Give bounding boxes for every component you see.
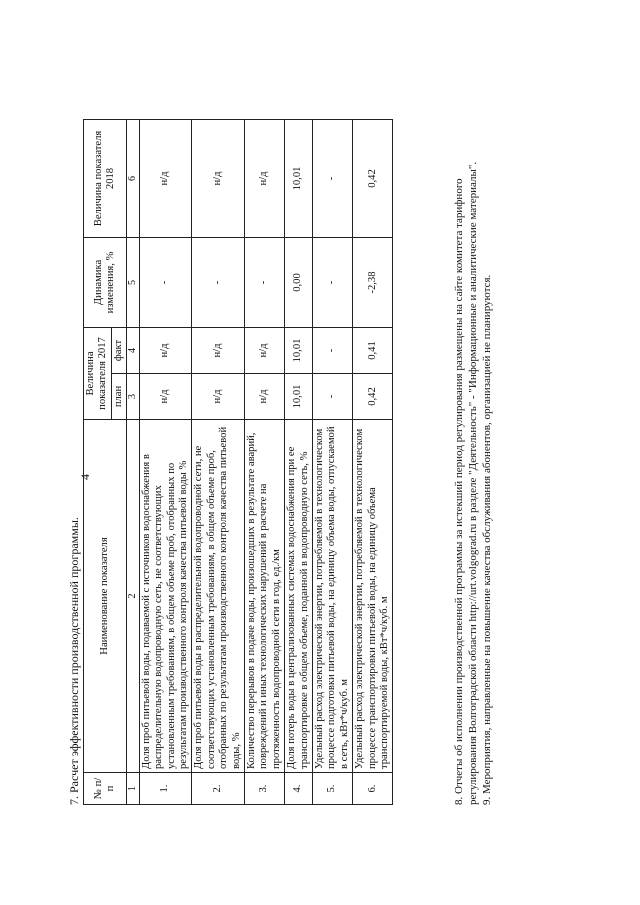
table-header-row: [84, 120, 112, 805]
table-row: [139, 120, 192, 805]
row-dynamics: -: [244, 238, 284, 328]
row-num: 1.: [139, 773, 192, 805]
row-name: Удельный расход электрической энергии, потребляемой в технологическом процессе транспортировки питьевой воды, на единицу объема транспортируемой воды, кВт*ч/куб. м: [353, 420, 393, 773]
row-plan: н/д: [139, 374, 192, 420]
row-name: Удельный расход электрической энергии, потребляемой в технологическом процессе подготовки питьевой воды, на единицу объема воды, отпускаемой в сеть, кВт*ч/куб. м: [312, 420, 352, 773]
column-number: 1: [127, 773, 140, 805]
row-plan: 10,01: [285, 374, 313, 420]
table-row: [312, 120, 352, 805]
efficiency-table: [83, 119, 393, 805]
header-dynamics: Динамика изменения, %: [84, 238, 127, 328]
column-number: 6: [127, 120, 140, 238]
header-plan: план: [111, 374, 126, 420]
note-measures: 9. Мероприятия, направленные на повышение качества обслуживания абонентов, организацией не планируются.: [481, 274, 494, 805]
note-reports: 8. Отчеты об исполнении производственной программы за истекший период регулирования размещены на сайте комитета тарифного регулирования Волгоградской области http://urt.volgograd.ru в разделе "Деятельность" - "Информационные и аналитические материалы".: [453, 161, 480, 805]
row-fact: н/д: [244, 328, 284, 374]
column-number-row: [127, 120, 140, 805]
header-value-2017: Величина показателя 2017: [84, 328, 112, 420]
row-value-2018: 10,01: [285, 120, 313, 238]
header-value-2018: Величина показателя 2018: [84, 120, 127, 238]
row-name: Доля потерь воды в централизованных системах водоснабжения при ее транспортировке в общем объеме, поданной в водопроводную сеть, %: [285, 420, 313, 773]
row-num: 5.: [312, 773, 352, 805]
table-row: [285, 120, 313, 805]
column-number: 5: [127, 238, 140, 328]
row-name: Количество перерывов в подаче воды, произошедших в результате аварий, повреждений и иных технологических нарушений в расчете на протяженность водопроводной сети в год, ед./км: [244, 420, 284, 773]
row-dynamics: 0,00: [285, 238, 313, 328]
row-dynamics: -: [139, 238, 192, 328]
row-value-2018: -: [312, 120, 352, 238]
column-number: 3: [127, 374, 140, 420]
row-fact: 10,01: [285, 328, 313, 374]
row-value-2018: 0,42: [353, 120, 393, 238]
row-num: 6.: [353, 773, 393, 805]
row-plan: н/д: [192, 374, 245, 420]
row-name: Доля проб питьевой воды, подаваемой с источников водоснабжения в распределительную водопроводную сеть, не соответствующих установленным требованиям, в общем объеме проб, отобранных по результатам производственного контроля качества питьевой воды %: [139, 420, 192, 773]
row-fact: 0,41: [353, 328, 393, 374]
row-num: 4.: [285, 773, 313, 805]
row-dynamics: -: [312, 238, 352, 328]
section-title: 7. Расчет эффективности производственной программы.: [67, 517, 81, 805]
row-value-2018: н/д: [139, 120, 192, 238]
row-fact: н/д: [139, 328, 192, 374]
table-row: [353, 120, 393, 805]
row-num: 3.: [244, 773, 284, 805]
row-value-2018: н/д: [192, 120, 245, 238]
column-number: 4: [127, 328, 140, 374]
header-num: № п/п: [84, 773, 127, 805]
header-fact: факт: [111, 328, 126, 374]
page-number: 4: [78, 474, 92, 480]
row-plan: -: [312, 374, 352, 420]
row-name: Доля проб питьевой воды в распределительной водопроводной сети, не соответствующих установленным требованиям, в общем объеме проб, отобранных по результатам производственного контроля качества питьевой воды, %: [192, 420, 245, 773]
row-plan: 0,42: [353, 374, 393, 420]
row-dynamics: -: [192, 238, 245, 328]
row-dynamics: -2,38: [353, 238, 393, 328]
row-value-2018: н/д: [244, 120, 284, 238]
row-plan: н/д: [244, 374, 284, 420]
row-num: 2.: [192, 773, 245, 805]
table-row: [244, 120, 284, 805]
header-name: Наименование показателя: [84, 420, 127, 773]
column-number: 2: [127, 420, 140, 773]
notes: [452, 115, 494, 805]
row-fact: -: [312, 328, 352, 374]
table-row: [192, 120, 245, 805]
row-fact: н/д: [192, 328, 245, 374]
